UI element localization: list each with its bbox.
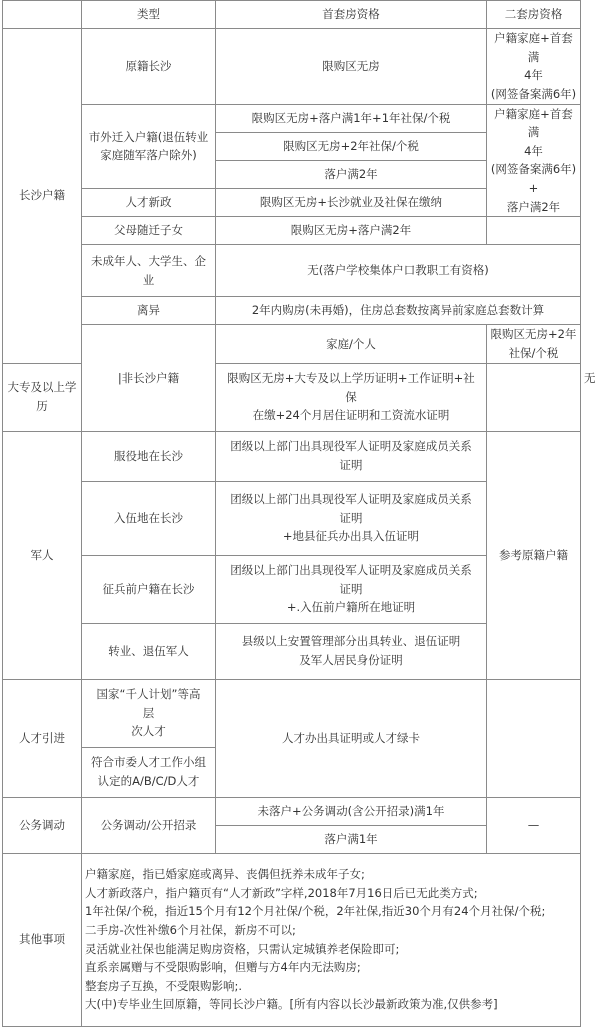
header-first-home: 首套房资格 xyxy=(216,1,487,29)
type-college: 大专及以上学历 xyxy=(3,363,82,431)
second-transfer: — xyxy=(487,797,581,853)
note-line: 人才新政落户，指户籍页有“人才新政”字样,2018年7月16日后已无此类方式; xyxy=(85,885,478,900)
first-transfer-1: 未落户+公务调动(含公开招录)满1年 xyxy=(216,797,487,825)
first-migrant-1: 限购区无房+落户满1年+1年社保/个税 xyxy=(216,104,487,132)
note-line: 1年社保/个税，指近15个月有12个月社保/个税，2年社保,指近30个月有24个月社保/个税; xyxy=(85,904,546,919)
first-veteran: 县级以上安置管理部分出具转业、退伍证明 及军人居民身份证明 xyxy=(216,623,487,679)
first-talent-policy: 限购区无房+长沙就业及社保在缴纳 xyxy=(216,189,487,217)
type-family: 家庭/个人 xyxy=(216,325,487,363)
value-minor: 无(落户学校集体户口教职工有资格) xyxy=(216,245,581,297)
type-native: 原籍长沙 xyxy=(82,29,216,105)
second-migrant: 户籍家庭+首套满 4年 (网签备案满6年)+ 落户满2年 xyxy=(487,104,581,217)
table-row xyxy=(3,853,581,1026)
table-row xyxy=(3,679,581,747)
header-second-home: 二套房资格 xyxy=(487,1,581,29)
other-notes xyxy=(82,853,581,1026)
second-talent xyxy=(487,679,581,797)
table-row xyxy=(3,297,581,325)
header-type: 类型 xyxy=(82,1,216,29)
type-migrant: 市外迁入户籍(退伍转业 家庭随军落户除外) xyxy=(82,104,216,189)
type-talent-policy: 人才新政 xyxy=(82,189,216,217)
note-line: 灵活就业社保也能满足购房资格，只需认定城镇养老保险即可; xyxy=(85,941,400,956)
header-blank xyxy=(3,1,82,29)
note-line: 直系亲属赠与不受限购影响，但赠与方4年内无法购房; xyxy=(85,960,361,975)
second-native: 户籍家庭+首套满 4年 (网签备案满6年) xyxy=(487,29,581,105)
first-migrant-3: 落户满2年 xyxy=(216,160,487,188)
header-row xyxy=(3,1,581,29)
category-transfer: 公务调动 xyxy=(3,797,82,853)
first-college: 限购区无房+大专及以上学历证明+工作证明+社 保 在缴+24个月居住证明和工资流水证明 xyxy=(216,363,487,431)
table-row: |非长沙户籍 家庭/个人 限购区无房+2年社保/个税 无 xyxy=(3,325,581,363)
table-row xyxy=(3,217,581,245)
type-veteran: 转业、退伍军人 xyxy=(82,623,216,679)
first-family: 限购区无房+2年社保/个税 xyxy=(487,325,581,363)
note-line: 二手房-次性补缴6个月社保，新房不可以; xyxy=(85,922,296,937)
type-divorce: 离异 xyxy=(82,297,216,325)
category-changsha: 长沙户籍 xyxy=(3,29,82,364)
type-minor: 未成年人、大学生、企 业 xyxy=(82,245,216,297)
first-enlist: 团级以上部门出具现役军人证明及家庭成员关系 证明 +地县征兵办出具入伍证明 xyxy=(216,481,487,555)
note-line: 户籍家庭，指已婚家庭或离异、丧偶但抚养未成年子女; xyxy=(85,867,365,881)
table-row xyxy=(3,104,581,132)
type-transfer: 公务调动/公开招录 xyxy=(82,797,216,853)
table-row xyxy=(3,797,581,825)
table-row xyxy=(3,29,581,105)
type-talent-national: 国家“千人计划”等高 层 次人才 xyxy=(82,679,216,747)
type-station: 服役地在长沙 xyxy=(82,431,216,481)
first-transfer-2: 落户满1年 xyxy=(216,825,487,853)
category-military: 军人 xyxy=(3,431,82,679)
category-talent: 人才引进 xyxy=(3,679,82,797)
type-parents: 父母随迁子女 xyxy=(82,217,216,245)
value-divorce: 2年内购房(未再婚)，住房总套数按离异前家庭总套数计算 xyxy=(216,297,581,325)
first-native: 限购区无房 xyxy=(216,29,487,105)
note-line: 整套房子互换，不受限购影响;. xyxy=(85,978,243,993)
housing-eligibility-table xyxy=(2,0,596,1027)
table-row xyxy=(3,431,581,481)
first-station: 团级以上部门出具现役军人证明及家庭成员关系 证明 xyxy=(216,431,487,481)
type-talent-city: 符合市委人才工作小组 认定的A/B/C/D人才 xyxy=(82,747,216,797)
first-migrant-2: 限购区无房+2年社保/个税 xyxy=(216,132,487,160)
second-parents xyxy=(487,217,581,245)
type-pre-enlist: 征兵前户籍在长沙 xyxy=(82,555,216,623)
second-military: 参考原籍户籍 xyxy=(487,431,581,679)
table-row xyxy=(3,245,581,297)
first-parents: 限购区无房+落户满2年 xyxy=(216,217,487,245)
first-pre-enlist: 团级以上部门出具现役军人证明及家庭成员关系 证明 +.入伍前户籍所在地证明 xyxy=(216,555,487,623)
value-talent: 人才办出具证明或人才绿卡 xyxy=(216,679,487,797)
category-nonlocal: |非长沙户籍 xyxy=(82,325,216,431)
type-enlist: 入伍地在长沙 xyxy=(82,481,216,555)
note-line: 大(中)专毕业生回原籍，等同长沙户籍。[所有内容以长沙最新政策为准,仅供参考] xyxy=(85,997,498,1012)
category-other: 其他事项 xyxy=(3,853,82,1026)
